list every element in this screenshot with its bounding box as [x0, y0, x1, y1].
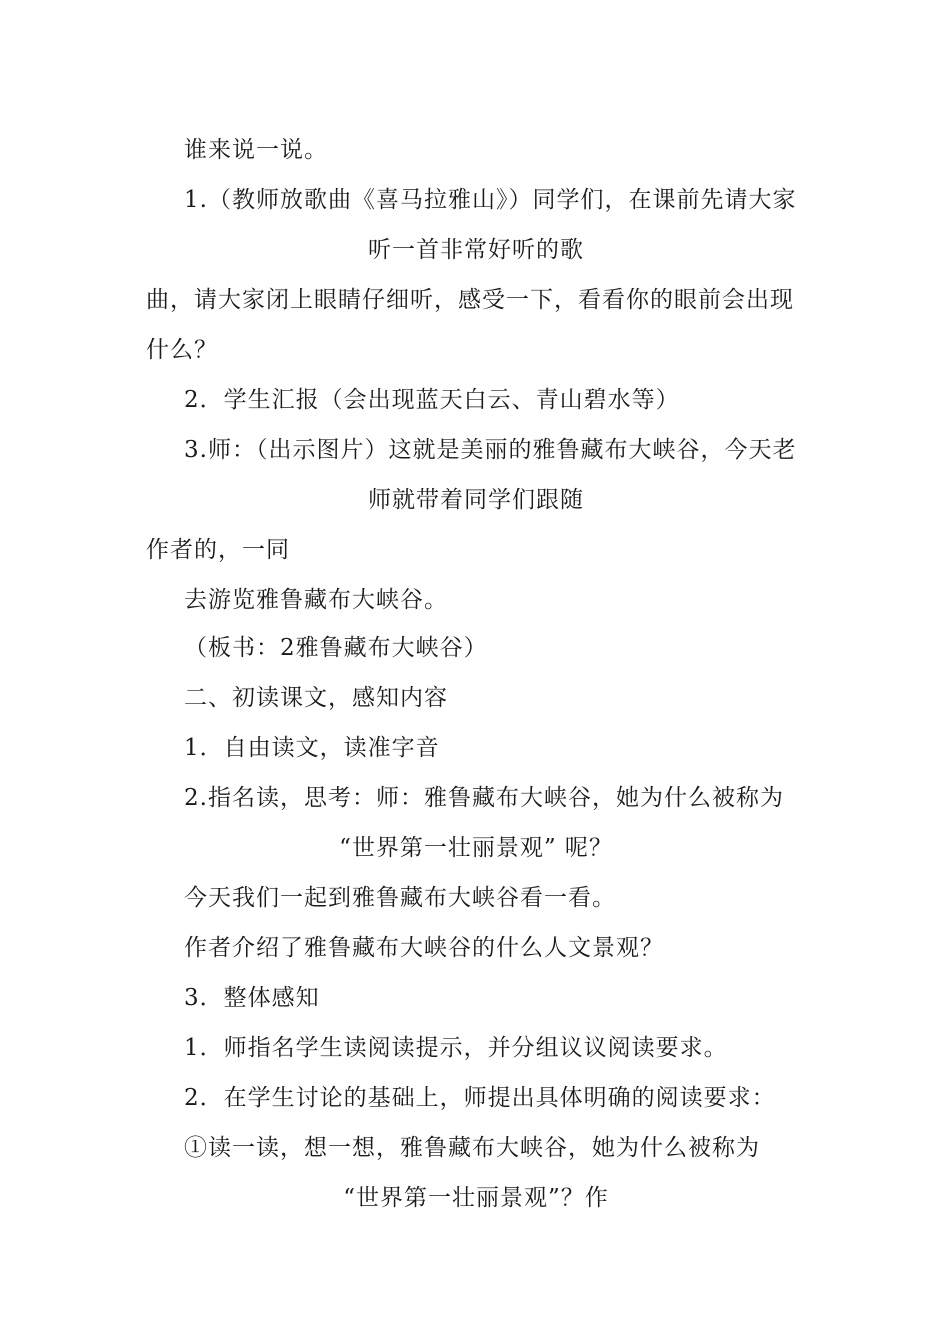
text-line: 去游览雅鲁藏布大峡谷。 — [184, 587, 448, 613]
text-line: 作者的，一同 — [146, 537, 290, 563]
text-line: 3.师：（出示图片）这就是美丽的雅鲁藏布大峡谷，今天老 — [184, 437, 797, 463]
text-line: 2．学生汇报（会出现蓝天白云、青山碧水等） — [184, 387, 680, 413]
text-line: 2.指名读，思考：师：雅鲁藏布大峡谷，她为什么被称为 — [184, 785, 784, 811]
text-line: 今天我们一起到雅鲁藏布大峡谷看一看。 — [184, 885, 616, 911]
text-line: 师就带着同学们跟随 — [368, 487, 584, 513]
text-line: 3．整体感知 — [184, 985, 320, 1011]
text-line: “世界第一壮丽景观”？作 — [343, 1185, 609, 1211]
text-line: 1．师指名学生读阅读提示，并分组议议阅读要求。 — [184, 1035, 728, 1061]
text-line: 2．在学生讨论的基础上，师提出具体明确的阅读要求： — [184, 1085, 776, 1111]
text-line: ①读一读，想一想，雅鲁藏布大峡谷，她为什么被称为 — [184, 1135, 760, 1161]
text-line: 听一首非常好听的歌 — [368, 237, 584, 263]
text-line: 1．自由读文，读准字音 — [184, 735, 440, 761]
text-line: 作者介绍了雅鲁藏布大峡谷的什么人文景观？ — [184, 935, 664, 961]
text-line: 谁来说一说。 — [184, 137, 328, 163]
text-line: 曲，请大家闭上眼睛仔细听，感受一下，看看你的眼前会出现 — [146, 287, 794, 313]
text-line: “世界第一壮丽景观” 呢？ — [339, 835, 613, 861]
text-line: 1.（教师放歌曲《喜马拉雅山》）同学们，在课前先请大家 — [184, 187, 797, 213]
text-line: （板书：2雅鲁藏布大峡谷） — [184, 635, 488, 661]
section-heading: 二、初读课文，感知内容 — [184, 685, 448, 711]
text-line: 什么？ — [146, 337, 218, 363]
